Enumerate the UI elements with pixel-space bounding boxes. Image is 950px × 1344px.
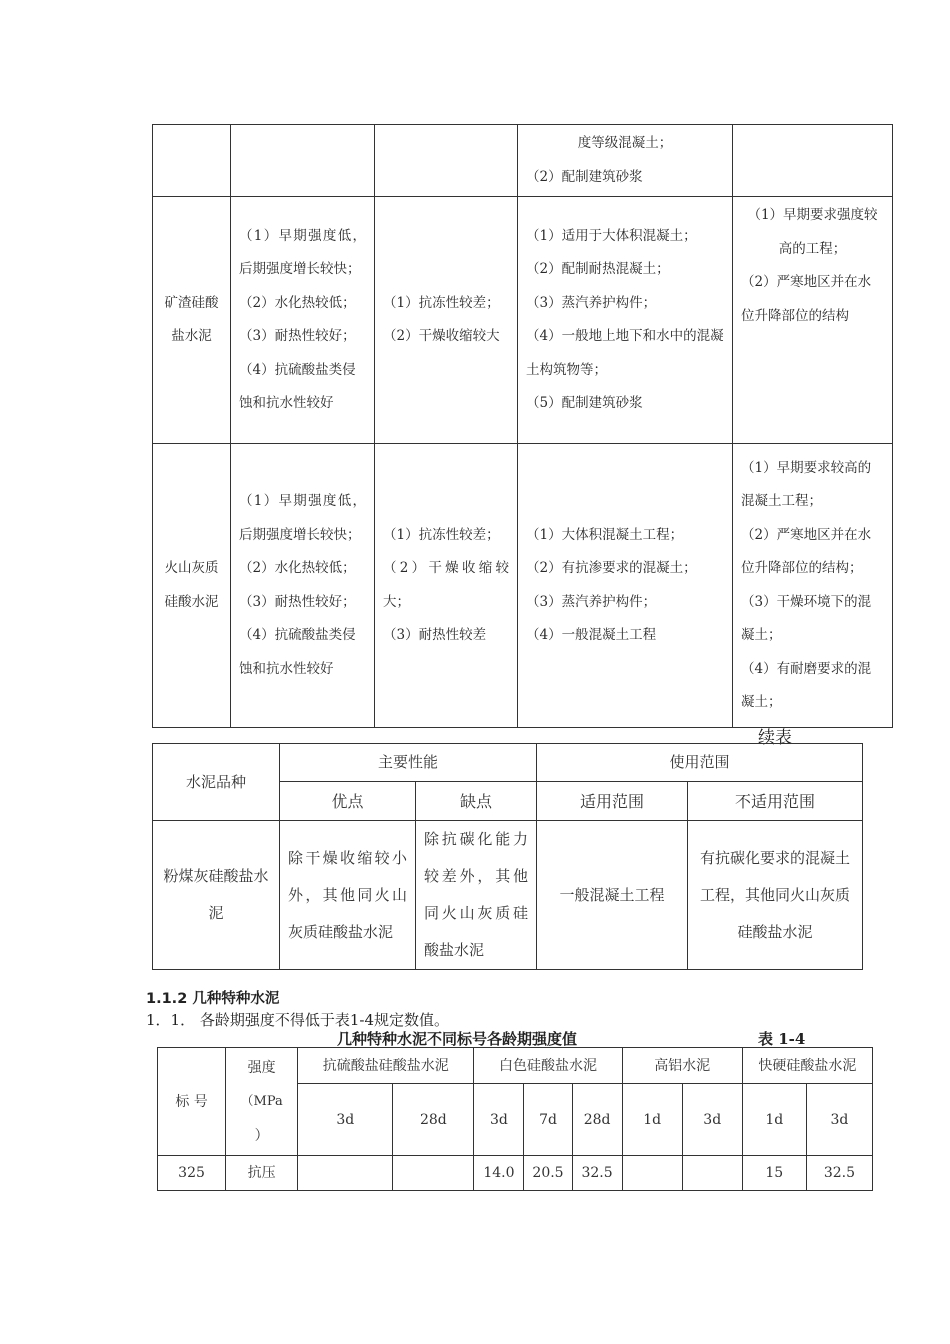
header-pros: 优点 [280,782,416,821]
cell-empty [375,125,518,197]
age-header: 28d [572,1084,622,1156]
cell-empty [733,125,893,197]
value-cell [622,1156,682,1191]
table-caption [337,1028,806,1049]
cons-cell: 除抗碳化能力较差外，其他同火山灰质硅酸盐水泥 [416,821,537,970]
pros-cell: （1）早期强度低，后期强度增长较快； （2）水化热较低； （3）耐热性较好； （4）抗硫酸盐类侵蚀和抗水性较好 [231,197,375,444]
table-number: 表 1-4 [758,1030,806,1048]
cell-empty [231,125,375,197]
table-row [153,821,863,970]
continued-table-label: 续表 [758,728,792,748]
value-cell: 32.5 [572,1156,622,1191]
header-grade: 标 号 [158,1048,226,1156]
header-main-performance: 主要性能 [280,744,537,782]
value-cell: 20.5 [524,1156,572,1191]
age-header: 1d [742,1084,806,1156]
cement-variety-cell: 粉煤灰硅酸盐水泥 [153,821,280,970]
table-caption-title: 几种特种水泥不同标号各龄期强度值 [337,1030,578,1048]
not-use-range-cell: （1）早期要求较高的混凝土工程； （2）严寒地区并在水位升降部位的结构； （3）干燥环境下的混凝土； （4）有耐磨要求的混凝土； [733,444,893,728]
use-range-cell: 一般混凝土工程 [537,821,688,970]
paragraph: 1．1． 各龄期强度不得低于表1-4规定数值。 [146,1011,450,1029]
section-heading: 1.1.2 几种特种水泥 [146,991,280,1007]
header-variety: 水泥品种 [153,744,280,821]
value-cell: 14.0 [474,1156,524,1191]
strength-type-cell: 抗压 [226,1156,298,1191]
header-high-alumina-cement: 高铝水泥 [622,1048,742,1084]
value-cell: 32.5 [806,1156,872,1191]
cons-cell: （1）抗冻性较差； （2）干燥收缩较大； （3）耐热性较差 [375,444,518,728]
special-cement-strength-table [157,1047,873,1191]
cement-variety-cell: 火山灰质 硅酸水泥 [153,444,231,728]
table-header-row [153,744,863,782]
age-header: 3d [682,1084,742,1156]
use-range-cell: （1）适用于大体积混凝土； （2）配制耐热混凝土； （3）蒸汽养护构件； （4）一般地上地下和水中的混凝土构筑物等； （5）配制建筑砂浆 [518,197,733,444]
header-strength: 强度 （MPa ） [226,1048,298,1156]
value-cell: 15 [742,1156,806,1191]
header-sulfate-resistant-cement: 抗硫酸盐硅酸盐水泥 [298,1048,474,1084]
grade-cell: 325 [158,1156,226,1191]
age-header: 3d [806,1084,872,1156]
use-range-cell: （1）大体积混凝土工程； （2）有抗渗要求的混凝土； （3）蒸汽养护构件； （4）一般混凝土工程 [518,444,733,728]
table-row [153,197,893,444]
not-use-range-cell: 有抗碳化要求的混凝土工程，其他同火山灰质硅酸盐水泥 [688,821,863,970]
age-header: 7d [524,1084,572,1156]
table-row [158,1156,873,1191]
header-cons: 缺点 [416,782,537,821]
age-header: 3d [298,1084,393,1156]
value-cell [298,1156,393,1191]
age-header: 28d [393,1084,474,1156]
value-cell [393,1156,474,1191]
header-rapid-hardening-cement: 快硬硅酸盐水泥 [742,1048,872,1084]
pros-cell: （1）早期强度低，后期强度增长较快； （2）水化热较低； （3）耐热性较好； （4）抗硫酸盐类侵蚀和抗水性较好 [231,444,375,728]
table-row [153,444,893,728]
cement-properties-table-continued [152,124,893,728]
use-range-cell: 度等级混凝土； （2）配制建筑砂浆 [518,125,733,197]
header-not-applicable: 不适用范围 [688,782,863,821]
cons-cell: （1）抗冻性较差； （2）干燥收缩较大 [375,197,518,444]
pros-cell: 除干燥收缩较小外，其他同火山灰质硅酸盐水泥 [280,821,416,970]
table-row [153,125,893,197]
age-header: 3d [474,1084,524,1156]
header-white-cement: 白色硅酸盐水泥 [474,1048,622,1084]
table-header-row [158,1048,873,1084]
header-applicable: 适用范围 [537,782,688,821]
cell-empty [153,125,231,197]
header-use-range: 使用范围 [537,744,863,782]
value-cell [682,1156,742,1191]
not-use-range-cell: （1）早期要求强度较高的工程； （2）严寒地区并在水位升降部位的结构 [733,197,893,444]
cement-variety-cell: 矿渣硅酸 盐水泥 [153,197,231,444]
fly-ash-cement-table [152,743,863,970]
age-header: 1d [622,1084,682,1156]
